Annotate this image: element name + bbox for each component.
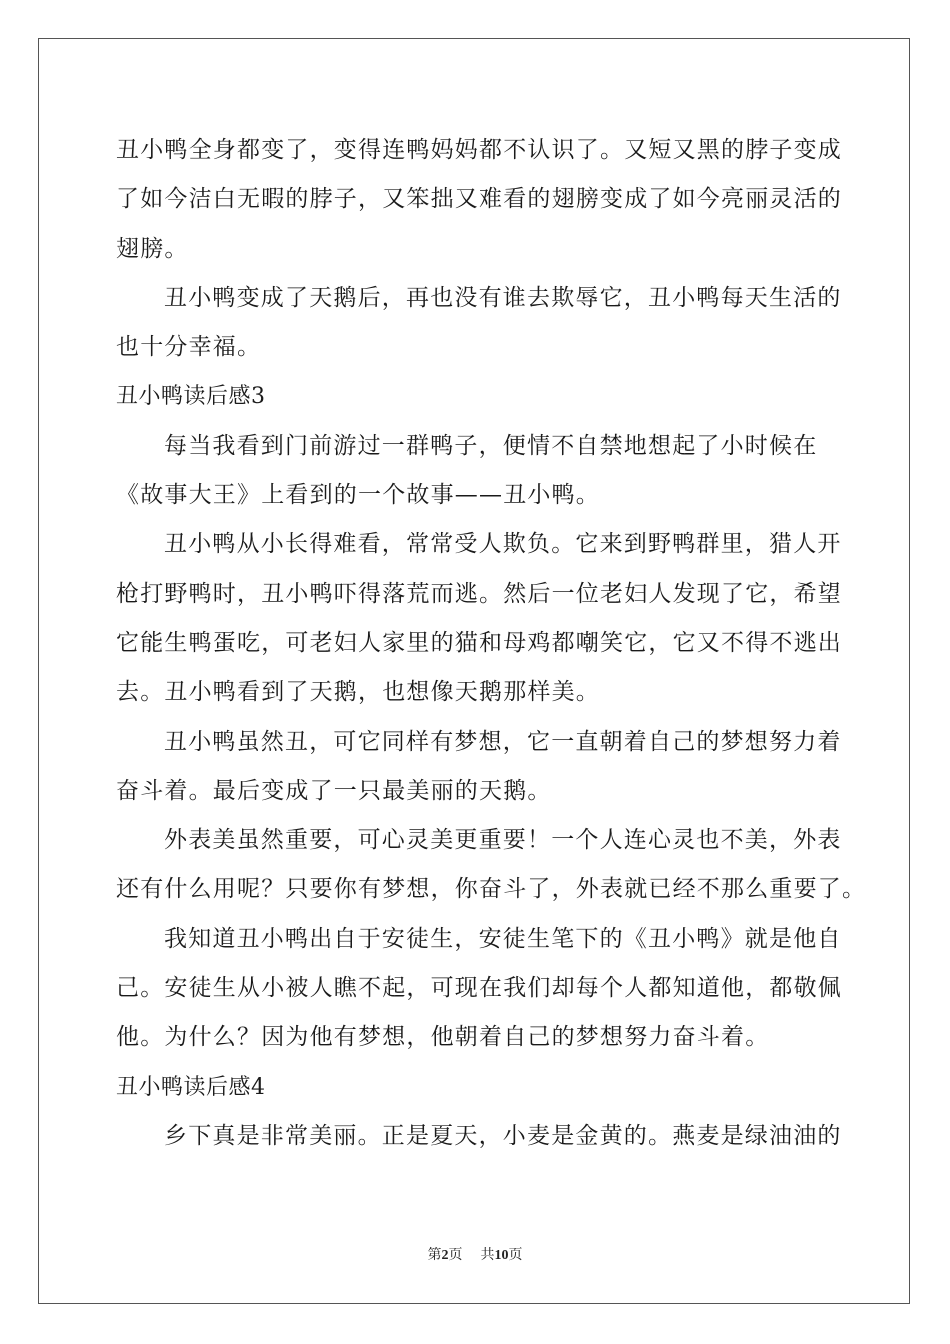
page-footer bbox=[0, 1244, 950, 1264]
text-line: 丑小鸭全身都变了，变得连鸭妈妈都不认识了。又短又黑的脖子变成 bbox=[116, 137, 842, 163]
text-line: 了如今洁白无暇的脖子，又笨拙又难看的翅膀变成了如今亮丽灵活的 bbox=[116, 186, 842, 213]
text-line: 《故事大王》上看到的一个故事——丑小鸭。 bbox=[116, 482, 600, 509]
paragraph-first-line: 乡下真是非常美丽。正是夏天，小麦是金黄的。燕麦是绿油油的 bbox=[164, 1122, 842, 1149]
total-suffix: 页 bbox=[508, 1248, 523, 1263]
text-line: 它能生鸭蛋吃，可老妇人家里的猫和母鸡都嘲笑它，它又不得不逃出 bbox=[116, 629, 842, 656]
paragraph-first-line: 我知道丑小鸭出自于安徒生，安徒生笔下的《丑小鸭》就是他自 bbox=[164, 925, 842, 952]
text-line: 奋斗着。最后变成了一只最美丽的天鹅。 bbox=[116, 777, 552, 804]
section-heading: 丑小鸭读后感3 bbox=[116, 384, 266, 410]
text-line: 去。丑小鸭看到了天鹅，也想像天鹅那样美。 bbox=[116, 679, 600, 706]
text-line: 也十分幸福。 bbox=[116, 334, 262, 361]
section-heading: 丑小鸭读后感4 bbox=[116, 1074, 266, 1100]
paragraph-first-line: 外表美虽然重要，可心灵美更重要！一个人连心灵也不美，外表 bbox=[164, 827, 842, 854]
paragraph-first-line: 每当我看到门前游过一群鸭子，便情不自禁地想起了小时候在 bbox=[164, 432, 818, 459]
page-number: 2 bbox=[441, 1248, 449, 1263]
page-prefix: 第 bbox=[427, 1248, 442, 1263]
total-prefix: 共 bbox=[480, 1248, 495, 1263]
page-suffix: 页 bbox=[448, 1248, 463, 1263]
text-line: 还有什么用呢？只要你有梦想，你奋斗了，外表就已经不那么重要了。 bbox=[116, 876, 867, 903]
document-body bbox=[116, 126, 867, 1161]
total-pages: 10 bbox=[494, 1248, 509, 1263]
text-line: 己。安徒生从小被人瞧不起，可现在我们却每个人都知道他，都敬佩 bbox=[116, 975, 842, 1002]
text-line: 枪打野鸭时，丑小鸭吓得落荒而逃。然后一位老妇人发现了它，希望 bbox=[116, 580, 842, 607]
paragraph-first-line: 丑小鸭虽然丑，可它同样有梦想，它一直朝着自己的梦想努力着 bbox=[164, 728, 842, 755]
paragraph-first-line: 丑小鸭变成了天鹅后，再也没有谁去欺辱它，丑小鸭每天生活的 bbox=[164, 284, 842, 311]
paragraph-first-line: 丑小鸭从小长得难看，常常受人欺负。它来到野鸭群里，猎人开 bbox=[164, 531, 842, 558]
text-line: 翅膀。 bbox=[116, 235, 189, 262]
text-line: 他。为什么？因为他有梦想，他朝着自己的梦想努力奋斗着。 bbox=[116, 1024, 770, 1051]
